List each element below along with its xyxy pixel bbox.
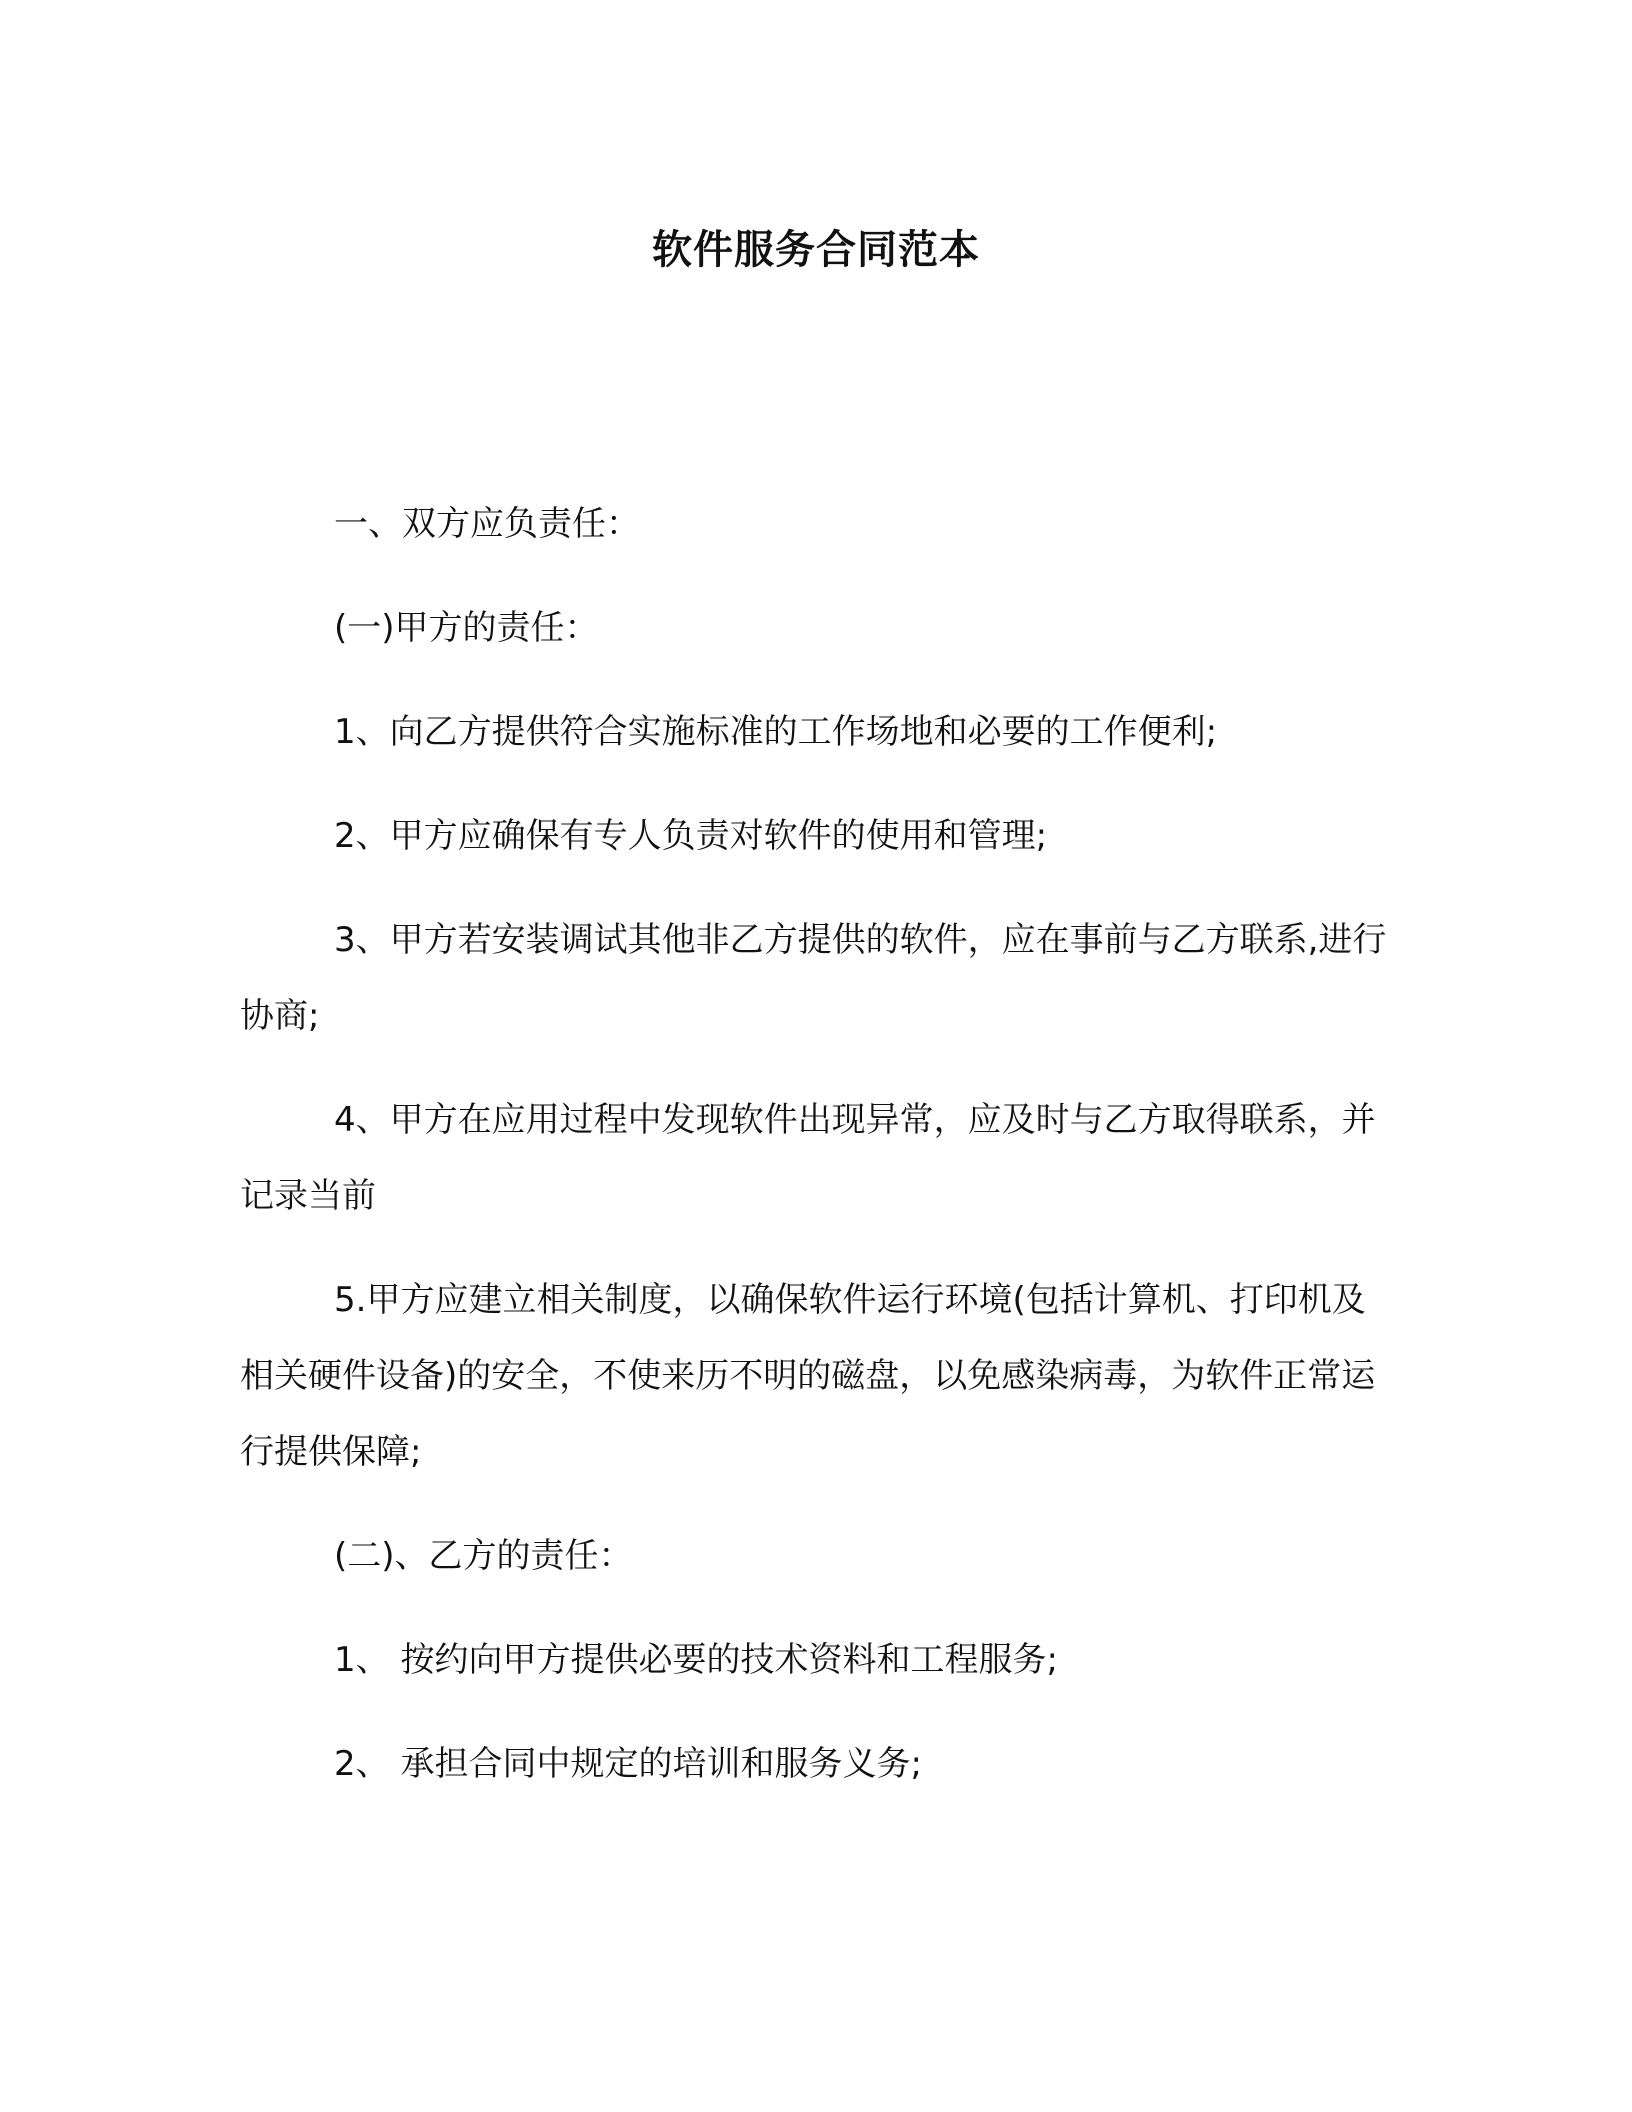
party-a-clause-3: 3、甲方若安装调试其他非乙方提供的软件，应在事前与乙方联系,进行协商;	[240, 920, 1387, 1036]
subsection-heading-party-b: (二)、乙方的责任：	[334, 1536, 633, 1576]
document-body	[240, 486, 1396, 1830]
party-b-clause-2: 2、 承担合同中规定的培训和服务义务;	[334, 1744, 922, 1784]
party-b-clause-1: 1、 按约向甲方提供必要的技术资料和工程服务;	[334, 1640, 1058, 1680]
party-a-clause-5: 5.甲方应建立相关制度，以确保软件运行环境(包括计算机、打印机及相关硬件设备)的安全，不使来历不明的磁盘，以免感染病毒，为软件正常运行提供保障;	[240, 1280, 1376, 1472]
section-heading-responsibilities: 一、双方应负责任：	[334, 504, 640, 544]
document-title: 软件服务合同范本	[652, 227, 980, 273]
subsection-heading-party-a: (一)甲方的责任：	[334, 608, 599, 648]
party-a-clause-2: 2、甲方应确保有专人负责对软件的使用和管理;	[334, 816, 1048, 856]
party-a-clause-1: 1、向乙方提供符合实施标准的工作场地和必要的工作便利;	[334, 712, 1218, 752]
party-a-clause-4: 4、甲方在应用过程中发现软件出现异常，应及时与乙方取得联系，并记录当前	[240, 1100, 1376, 1216]
